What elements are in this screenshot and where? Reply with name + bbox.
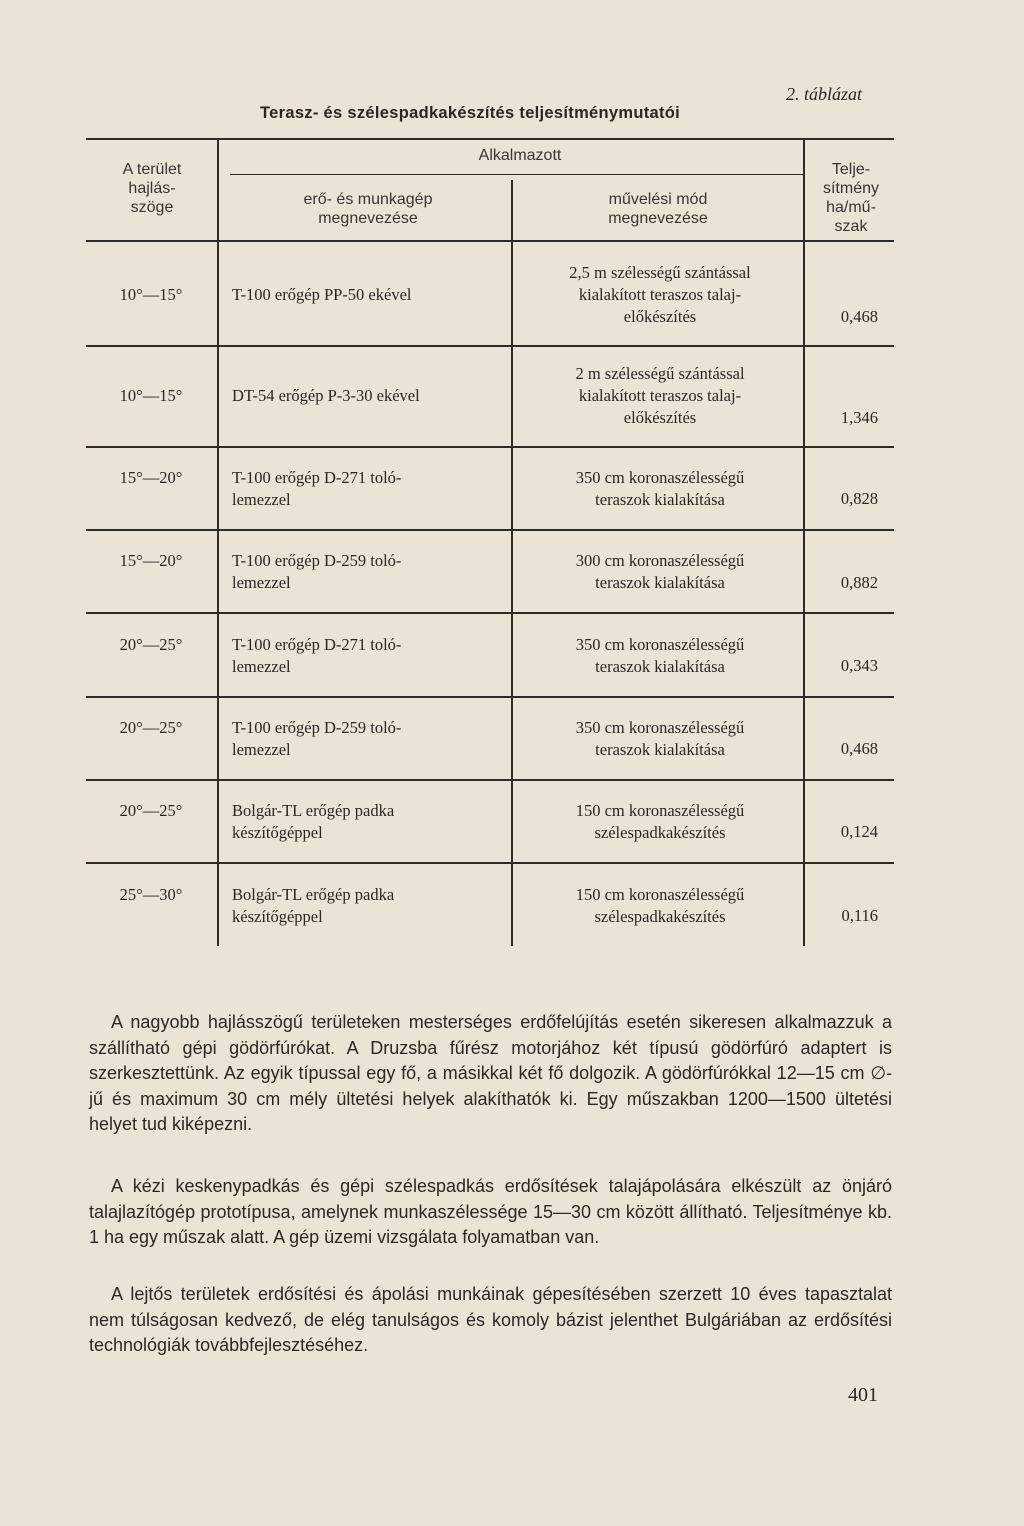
paragraph-3	[89, 1282, 892, 1359]
row-2-method	[518, 363, 802, 429]
row-7-machine-line: készítőgéppel	[232, 823, 323, 842]
header-method-line: megnevezése	[608, 210, 708, 227]
row-1-value: 0,468	[840, 307, 878, 326]
row-8-method-line: szélespadkakészítés	[594, 907, 726, 926]
row-1-method-line: 2,5 m szélességű szántással	[569, 263, 751, 282]
row-4-method	[518, 550, 802, 594]
row-2-method-line: előkészítés	[623, 408, 697, 427]
row-divider	[86, 446, 894, 448]
paragraph-3-text: A lejtős területek erdősítési és ápolási munkáinak gépesítésében szerzett 10 éves tapasztalat nem túlságosan kedvező, de elég tanulságos és komoly bázist jelenthet Bulgáriában az erdősítési technológiák továbbfejlesztéséhez.	[89, 1284, 892, 1356]
header-performance	[808, 160, 894, 236]
row-4-machine	[232, 550, 504, 594]
row-8-method-line: 150 cm koronaszélességű	[575, 885, 745, 904]
row-5-slope: 20°—25°	[119, 635, 183, 654]
header-slope-line: hajlás-	[128, 180, 176, 197]
header-bottom-rule	[86, 240, 894, 242]
header-method	[516, 190, 800, 228]
table-title: Terasz- és szélespadkakészítés teljesítménymutatói	[260, 104, 681, 122]
row-2-method-line: kialakított teraszos talaj-	[578, 386, 742, 405]
row-6-method-line: teraszok kialakítása	[595, 740, 725, 759]
row-4-machine-line: T-100 erőgép D-259 toló-	[232, 551, 402, 570]
row-5-machine-line: T-100 erőgép D-271 toló-	[232, 635, 402, 654]
page-number: 401	[848, 1384, 878, 1406]
row-7-method	[518, 800, 802, 844]
row-6-value: 0,468	[840, 739, 878, 758]
row-5-machine-line: lemezzel	[232, 657, 291, 676]
row-5-machine	[232, 634, 504, 678]
row-3-machine-line: lemezzel	[232, 490, 291, 509]
table-top-rule	[86, 138, 894, 140]
row-5-method-line: teraszok kialakítása	[595, 657, 725, 676]
row-divider	[86, 696, 894, 698]
row-7-value: 0,124	[840, 822, 878, 841]
header-machine-line: erő- és munkagép	[303, 191, 433, 208]
row-1-method	[518, 262, 802, 328]
row-divider	[86, 529, 894, 531]
row-7-machine	[232, 800, 504, 844]
row-3-machine	[232, 467, 504, 511]
header-performance-line: sítmény	[822, 180, 879, 197]
row-6-machine-line: T-100 erőgép D-259 toló-	[232, 718, 402, 737]
row-7-machine-line: Bolgár-TL erőgép padka	[232, 801, 395, 820]
row-divider	[86, 862, 894, 864]
row-8-method	[518, 884, 802, 928]
header-performance-line: ha/mű-	[826, 199, 876, 216]
paragraph-1	[89, 1010, 892, 1138]
row-2-value: 1,346	[840, 408, 878, 427]
row-6-machine	[232, 717, 504, 761]
row-3-value: 0,828	[840, 489, 878, 508]
row-8-slope: 25°—30°	[119, 885, 183, 904]
col-divider-2	[511, 180, 513, 946]
row-8-machine-line: Bolgár-TL erőgép padka	[232, 885, 395, 904]
row-4-method-line: teraszok kialakítása	[595, 573, 725, 592]
header-slope	[90, 160, 214, 217]
row-6-slope: 20°—25°	[119, 718, 183, 737]
header-machine	[230, 190, 506, 228]
row-divider	[86, 345, 894, 347]
row-4-machine-line: lemezzel	[232, 573, 291, 592]
header-slope-line: szöge	[130, 199, 174, 216]
row-3-method	[518, 467, 802, 511]
row-4-slope: 15°—20°	[119, 551, 183, 570]
row-6-method	[518, 717, 802, 761]
row-3-slope: 15°—20°	[119, 468, 183, 487]
row-8-machine	[232, 884, 504, 928]
col-divider-1	[217, 140, 219, 946]
row-1-machine-line: T-100 erőgép PP-50 ekével	[232, 285, 412, 304]
row-7-method-line: 150 cm koronaszélességű	[575, 801, 745, 820]
row-1-method-line: kialakított teraszos talaj-	[578, 285, 742, 304]
header-method-line: művelési mód	[608, 191, 708, 208]
header-machine-line: megnevezése	[318, 210, 418, 227]
header-slope-line: A terület	[122, 161, 182, 178]
row-3-machine-line: T-100 erőgép D-271 toló-	[232, 468, 402, 487]
row-1-slope: 10°—15°	[119, 285, 183, 304]
row-5-method	[518, 634, 802, 678]
table-label: 2. táblázat	[786, 84, 863, 104]
row-2-machine-line: DT-54 erőgép P-3-30 ekével	[232, 386, 420, 405]
header-applied-text: Alkalmazott	[478, 147, 562, 164]
row-8-machine-line: készítőgéppel	[232, 907, 323, 926]
row-2-method-line: 2 m szélességű szántással	[575, 364, 745, 383]
row-6-machine-line: lemezzel	[232, 740, 291, 759]
row-6-method-line: 350 cm koronaszélességű	[575, 718, 745, 737]
row-7-method-line: szélespadkakészítés	[594, 823, 726, 842]
col-divider-3	[803, 140, 805, 946]
row-4-value: 0,882	[840, 573, 878, 592]
applied-rule	[230, 174, 804, 175]
header-applied	[380, 146, 660, 165]
paragraph-2-text: A kézi keskenypadkás és gépi szélespadkás erdősítések talajápolására elkészült az önjáró talajlazítógép prototípusa, amelynek munkaszélessége 15—30 cm között állítható. Teljesítménye kb. 1 ha egy műszak alatt. A gép üzemi vizsgálata folyamatban van.	[89, 1176, 892, 1248]
row-1-method-line: előkészítés	[623, 307, 697, 326]
row-5-value: 0,343	[840, 656, 878, 675]
row-2-machine	[232, 385, 504, 407]
row-5-method-line: 350 cm koronaszélességű	[575, 635, 745, 654]
row-4-method-line: 300 cm koronaszélességű	[575, 551, 745, 570]
row-2-slope: 10°—15°	[119, 386, 183, 405]
row-1-machine	[232, 284, 504, 306]
paragraph-2	[89, 1174, 892, 1251]
row-3-method-line: teraszok kialakítása	[595, 490, 725, 509]
row-3-method-line: 350 cm koronaszélességű	[575, 468, 745, 487]
row-divider	[86, 779, 894, 781]
paragraph-1-text: A nagyobb hajlásszögű területeken mesterséges erdőfelújítás esetén sikeresen alkalmazzuk a szállítható gépi gödörfúrókat. A Druzsba fűrész motorjához két típusú gödörfúró adaptert is szerkesztettünk. Az egyik típussal egy fő, a másikkal két fő dolgozik. A gödörfúrókkal 12—15 cm ∅-jű és maximum 30 cm mély ültetési helyek alakíthatók ki. Egy műszakban 1200—1500 ültetési helyet tud kiképezni.	[89, 1012, 892, 1135]
row-8-value: 0,116	[841, 906, 878, 925]
row-7-slope: 20°—25°	[119, 801, 183, 820]
header-performance-line: szak	[834, 218, 868, 235]
row-divider	[86, 612, 894, 614]
header-performance-line: Telje-	[831, 161, 871, 178]
